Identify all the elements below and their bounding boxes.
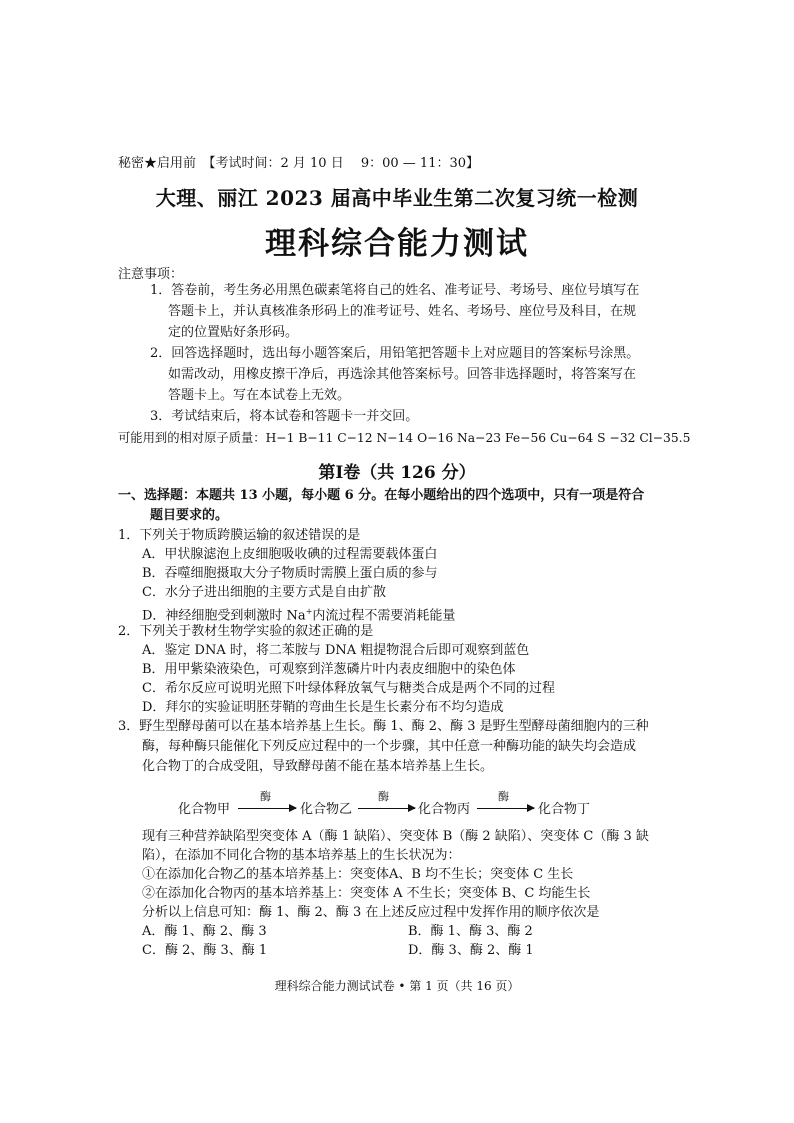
question-2-option-d: D．拜尔的实验证明胚芽鞘的弯曲生长是生长素分布不均匀造成 [142,700,504,715]
notice-item: 1．答卷前，考生务必用黑色碳素笔将自己的姓名、准考证号、考场号、座位号填写在 [150,283,640,298]
arrow-3 [477,808,534,809]
question-3-option-d: D．酶 3、酶 2、酶 1 [408,943,534,958]
notice-item: 3．考试结束后，将本试卷和答题卡一并交回。 [150,409,419,424]
question-3-option-b: B．酶 1、酶 3、酶 2 [408,924,533,939]
notice-item: 2．回答选择题时，选出每小题答案后，用铅笔把答题卡上对应题目的答案标号涂黑。 [150,346,640,361]
question-3-text: 现有三种营养缺陷型突变体 A（酶 1 缺陷）、突变体 B（酶 2 缺陷）、突变体 C（酶 3 缺 [142,829,649,844]
option-text: D．神经细胞受到刺激时 Na [142,608,306,624]
question-3-stem: 3．野生型酵母菌可以在基本培养基上生长。酶 1、酶 2、酶 3 是野生型酵母菌细胞内的三种 [118,719,649,734]
question-3-text: 陷），在添加不同化合物的基本培养基上的生长状况为： [142,848,461,863]
question-3-stem: 酶，每种酶只能催化下列反应过程中的一个步骤，其中任意一种酶功能的缺失均会造成 [142,739,637,754]
question-1-option-b: B．吞噬细胞摄取大分子物质时需膜上蛋白质的参与 [142,566,438,581]
question-3-text: ②在添加化合物丙的基本培养基上：突变体 A 不生长；突变体 B、C 均能生长 [142,886,591,901]
question-2-option-c: C．希尔反应可说明光照下叶绿体释放氧气与糖类合成是两个不同的过程 [142,681,555,696]
question-2-option-b: B．用甲紫染液染色，可观察到洋葱磷片叶内表皮细胞中的染色体 [142,662,516,677]
notice-item: 如需改动，用橡皮擦干净后，再选涂其他答案标号。回答非选择题时，将答案写在 [168,367,637,382]
arrow-1 [238,808,296,809]
page-footer: 理科综合能力测试试卷 • 第 1 页（共 16 页） [274,979,520,993]
compound-jia: 化合物甲 [178,802,231,817]
notice-item: 定的位置贴好条形码。 [168,325,299,340]
notice-item: 答题卡上，并认真核准条形码上的准考证号、姓名、考场号、座位号及科目，在规 [168,304,637,319]
part-instructions: 一、选择题：本题共 13 小题，每小题 6 分。在每小题给出的四个选项中，只有一项是符合 [118,488,645,503]
question-3-option-c: C．酶 2、酶 3、酶 1 [142,943,268,958]
question-1-option-a: A．甲状腺滤泡上皮细胞吸收碘的过程需要载体蛋白 [142,547,438,562]
question-3-text: 分析以上信息可知：酶 1、酶 2、酶 3 在上述反应过程中发挥作用的顺序依次是 [142,905,600,920]
section-title: 第Ⅰ卷（共 126 分） [318,463,476,483]
question-3-option-a: A．酶 1、酶 2、酶 3 [142,924,267,939]
compound-ding: 化合物丁 [538,802,591,817]
question-2-option-a: A．鉴定 DNA 时，将二苯胺与 DNA 粗提物混合后即可观察到蓝色 [142,643,530,658]
part-instructions: 题目要求的。 [150,508,229,523]
reaction-pathway-diagram [178,788,618,824]
question-3-text: ①在添加化合物乙的基本培养基上：突变体A、B 均不生长；突变体 C 生长 [142,867,574,882]
notice-heading: 注意事项： [118,267,184,282]
option-text: 内流过程不需要消耗能量 [312,608,456,624]
enzyme-label: 酶 [498,790,509,803]
enzyme-label: 酶 [378,790,389,803]
question-2-stem: 2．下列关于教材生物学实验的叙述正确的是 [118,624,374,639]
question-3-stem: 化合物丁的合成受阻，导致酵母菌不能在基本培养基上生长。 [142,759,494,774]
superscript: + [305,607,313,616]
exam-header: 秘密★启用前 【考试时间：2 月 10 日 9：00 — 11：30】 [118,156,480,171]
compound-yi: 化合物乙 [300,802,353,817]
notice-item: 答题卡上。写在本试卷上无效。 [168,388,351,403]
exam-title: 大理、丽江 2023 届高中毕业生第二次复习统一检测 [155,186,639,210]
exam-subject: 理科综合能力测试 [265,226,529,262]
enzyme-label: 酶 [260,790,271,803]
question-1-option-c: C．水分子进出细胞的主要方式是自由扩散 [142,585,386,600]
question-1-stem: 1．下列关于物质跨膜运输的叙述错误的是 [118,528,361,543]
atomic-mass-line: 可能用到的相对原子质量：H−1 B−11 C−12 N−14 O−16 Na−23 Fe−56 Cu−64 S −32 Cl−35.5 [118,431,691,445]
arrow-2 [358,808,415,809]
compound-bing: 化合物丙 [418,802,471,817]
